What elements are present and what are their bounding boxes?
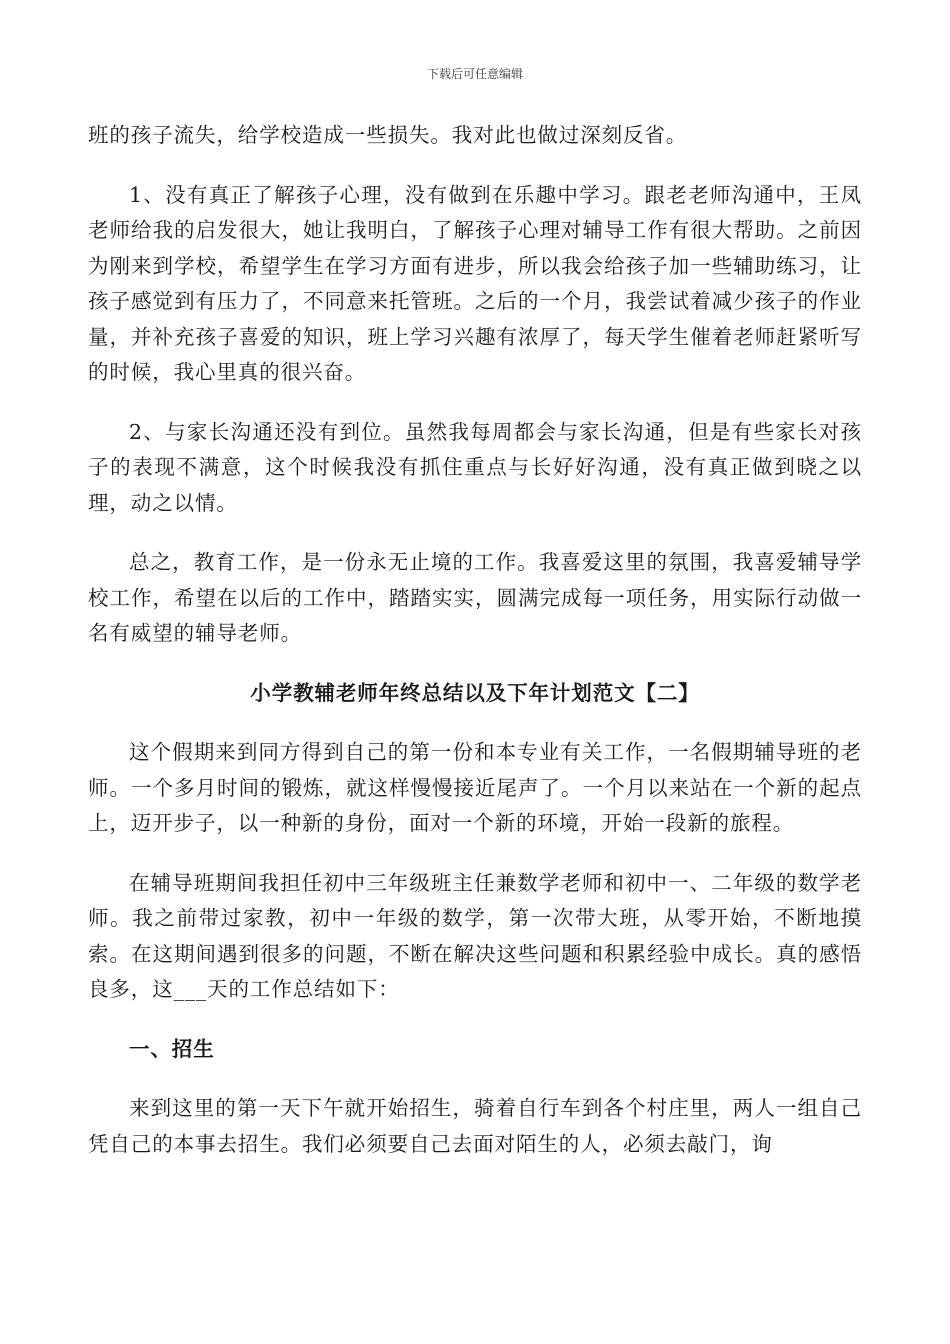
paragraph-recruitment: 来到这里的第一天下午就开始招生，骑着自行车到各个村庄里，两人一组自己凭自己的本事去招生。我们必须要自己去面对陌生的人，必须去敲门，询 [88,1096,862,1156]
paragraph-conclusion: 总之，教育工作，是一份永无止境的工作。我喜爱这里的氛围，我喜爱辅导学校工作，希望在以后的工作中，踏踏实实，圆满完成每一项任务，用实际行动做一名有威望的辅导老师。 [88,550,862,645]
page-header: 下载后可任意编辑 [426,67,523,81]
paragraph-point-1: 1、没有真正了解孩子心理，没有做到在乐趣中学习。跟老老师沟通中，王凤老师给我的启发很大，她让我明白，了解孩子心理对辅导工作有很大帮助。之前因为刚来到学校，希望学生在学习方面有进步，所以我会给孩子加一些辅助练习，让孩子感觉到有压力了，不同意来托管班。之后的一个月，我尝试着减少孩子的作业量，并补充孩子喜爱的知识，班上学习兴趣有浓厚了，每天学生催着老师赶紧听写的时候，我心里真的很兴奋。 [88,182,862,384]
section-title: 小学教辅老师年终总结以及下年计划范文【二】 [250,680,700,705]
sub-heading-recruitment: 一、招生 [129,1036,215,1061]
document-body [88,118,862,1186]
paragraph-point-2: 2、与家长沟通还没有到位。虽然我每周都会与家长沟通，但是有些家长对孩子的表现不满意，这个时候我没有抓住重点与长好好沟通，没有真正做到晓之以理，动之以情。 [88,419,862,515]
paragraph-role: 在辅导班期间我担任初中三年级班主任兼数学老师和初中一、二年级的数学老师。我之前带过家教，初中一年级的数学，第一次带大班，从零开始，不断地摸索。在这期间遇到很多的问题，不断在解决这些问题和积累经验中成长。真的感悟良多，这___天的工作总结如下： [88,870,862,1001]
paragraph-intro: 这个假期来到同方得到自己的第一份和本专业有关工作，一名假期辅导班的老师。一个多月时间的锻炼，就这样慢慢接近尾声了。一个月以来站在一个新的起点上，迈开步子，以一种新的身份，面对一个新的环境，开始一段新的旅程。 [88,740,862,835]
paragraph-continued: 班的孩子流失，给学校造成一些损失。我对此也做过深刻反省。 [88,123,688,147]
